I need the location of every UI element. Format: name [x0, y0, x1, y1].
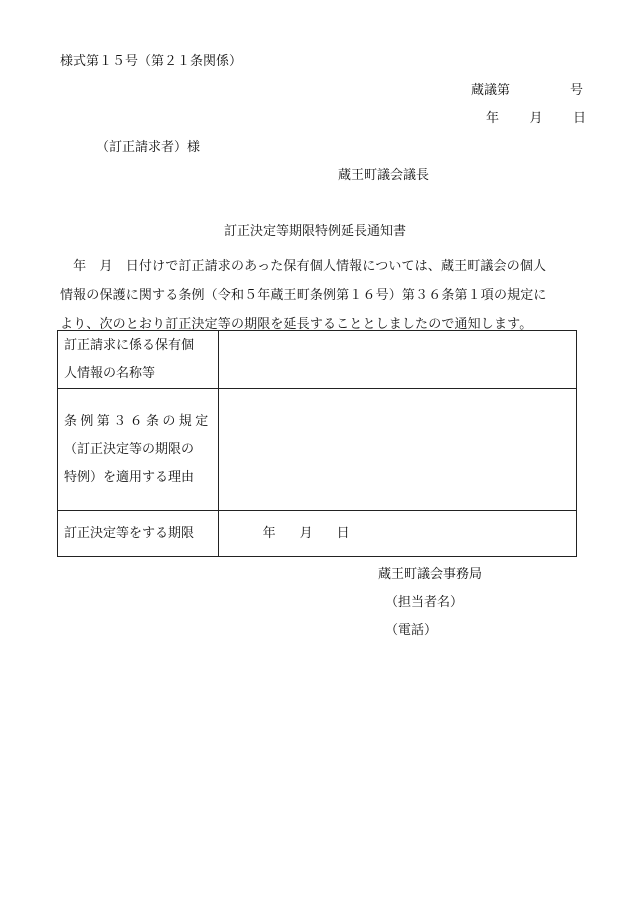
table-row: [58, 389, 577, 511]
issue-date-month: 月: [529, 111, 543, 126]
deadline-date: [225, 520, 570, 548]
sender: 蔵王町議会議長: [338, 168, 430, 183]
body-line-1: 年 月 日付けで訂正請求のあった保有個人情報については、蔵王町議会の個人: [60, 259, 547, 274]
person-in-charge: （担当者名）: [385, 595, 464, 610]
row-label-info-name: [58, 331, 219, 389]
row-value-deadline[interactable]: [218, 511, 576, 557]
row-value-reason[interactable]: [218, 389, 576, 511]
row-label-reason: [58, 389, 219, 511]
addressee: （訂正請求者）様: [96, 140, 201, 155]
details-table: [57, 330, 577, 557]
row-label-line: （訂正決定等の期限の: [64, 441, 195, 457]
document-title: 訂正決定等期限特例延長通知書: [223, 224, 406, 239]
body-line-3: より、次のとおり訂正決定等の期限を延長することとしましたので通知します。: [60, 317, 533, 332]
row-value-info-name[interactable]: [218, 331, 576, 389]
phone-number: （電話）: [385, 623, 438, 638]
row-label-line: 訂正請求に係る保有個: [64, 337, 195, 353]
table-row: [58, 331, 577, 389]
body-line-2: 情報の保護に関する条例（令和５年蔵王町条例第１６号）第３６条第１項の規定に: [60, 288, 547, 303]
body-paragraph: [60, 252, 580, 339]
table-row: [58, 511, 577, 557]
row-label-line: 条例第３６条の規定: [64, 413, 212, 429]
form-number: 様式第１５号（第２１条関係）: [60, 54, 243, 69]
deadline-month: 月: [299, 525, 313, 541]
office-name: 蔵王町議会事務局: [378, 567, 483, 582]
issue-date-year: 年: [486, 111, 500, 126]
deadline-day: 日: [336, 525, 350, 541]
row-label-deadline: 訂正決定等をする期限: [58, 511, 219, 557]
issue-date-day: 日: [572, 111, 586, 126]
issue-date: [486, 112, 586, 125]
document-number-suffix: 号: [570, 83, 584, 98]
document-number-label: 蔵議第: [471, 83, 511, 98]
row-label-line: 人情報の名称等: [64, 365, 156, 381]
deadline-year: 年: [262, 525, 276, 541]
row-label-line: 特例）を適用する理由: [64, 469, 195, 485]
